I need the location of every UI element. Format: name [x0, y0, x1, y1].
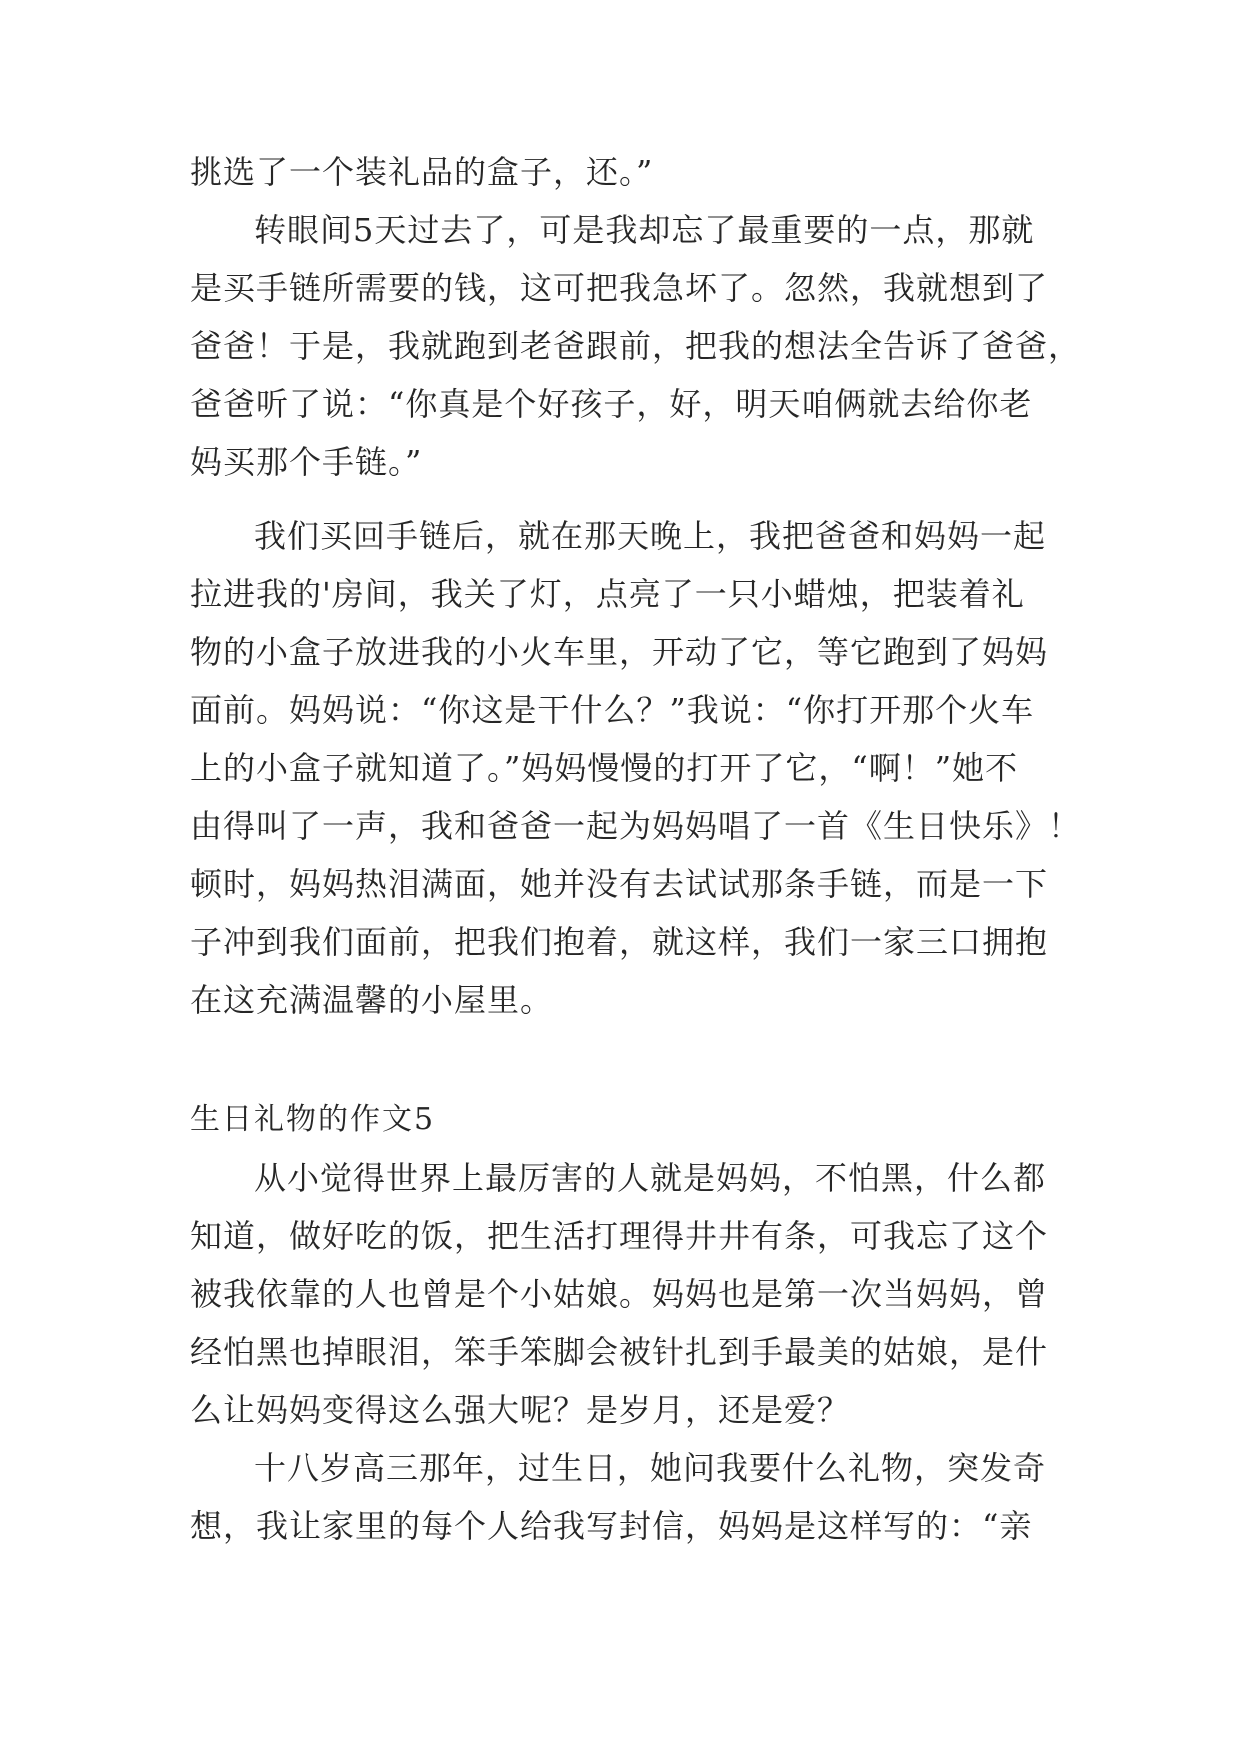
paragraph-start-line: 转眼间5天过去了，可是我却忘了最重要的一点，那就	[254, 211, 1035, 249]
text-line: 知道，做好吃的饭，把生活打理得井井有条，可我忘了这个	[190, 1217, 1049, 1255]
text-line: 被我依靠的人也曾是个小姑娘。妈妈也是第一次当妈妈，曾	[190, 1275, 1049, 1313]
paragraph-start-line: 从小觉得世界上最厉害的人就是妈妈，不怕黑，什么都	[254, 1159, 1047, 1197]
text-line: 上的小盒子就知道了。”妈妈慢慢的打开了它，“啊！”她不	[190, 749, 1019, 787]
text-line: 面前。妈妈说：“你这是干什么？”我说：“你打开那个火车	[190, 691, 1035, 729]
paragraph-start-line: 十八岁高三那年，过生日，她问我要什么礼物，突发奇	[254, 1449, 1047, 1487]
text-line: 挑选了一个装礼品的盒子，还。”	[190, 153, 654, 191]
text-line: 拉进我的'房间，我关了灯，点亮了一只小蜡烛，把装着礼	[190, 575, 1025, 613]
text-line: 爸爸听了说：“你真是个好孩子，好，明天咱俩就去给你老	[190, 385, 1033, 423]
text-line: 么让妈妈变得这么强大呢？是岁月，还是爱？	[190, 1391, 851, 1429]
section-title: 生日礼物的作文5	[190, 1102, 436, 1137]
text-line: 是买手链所需要的钱，这可把我急坏了。忽然，我就想到了	[190, 269, 1049, 307]
text-line: 由得叫了一声，我和爸爸一起为妈妈唱了一首《生日快乐》！	[190, 807, 1082, 845]
text-line: 经怕黑也掉眼泪，笨手笨脚会被针扎到手最美的姑娘，是什	[190, 1333, 1049, 1371]
text-line: 爸爸！于是，我就跑到老爸跟前，把我的想法全告诉了爸爸，	[190, 327, 1082, 365]
text-line: 想，我让家里的每个人给我写封信，妈妈是这样写的：“亲	[190, 1507, 1033, 1545]
text-line: 物的小盒子放进我的小火车里，开动了它，等它跑到了妈妈	[190, 633, 1049, 671]
text-line: 在这充满温馨的小屋里。	[190, 981, 554, 1019]
text-line: 子冲到我们面前，把我们抱着，就这样，我们一家三口拥抱	[190, 923, 1049, 961]
text-line: 顿时，妈妈热泪满面，她并没有去试试那条手链，而是一下	[190, 865, 1049, 903]
paragraph-start-line: 我们买回手链后，就在那天晚上，我把爸爸和妈妈一起	[254, 517, 1047, 555]
text-line: 妈买那个手链。”	[190, 443, 423, 481]
